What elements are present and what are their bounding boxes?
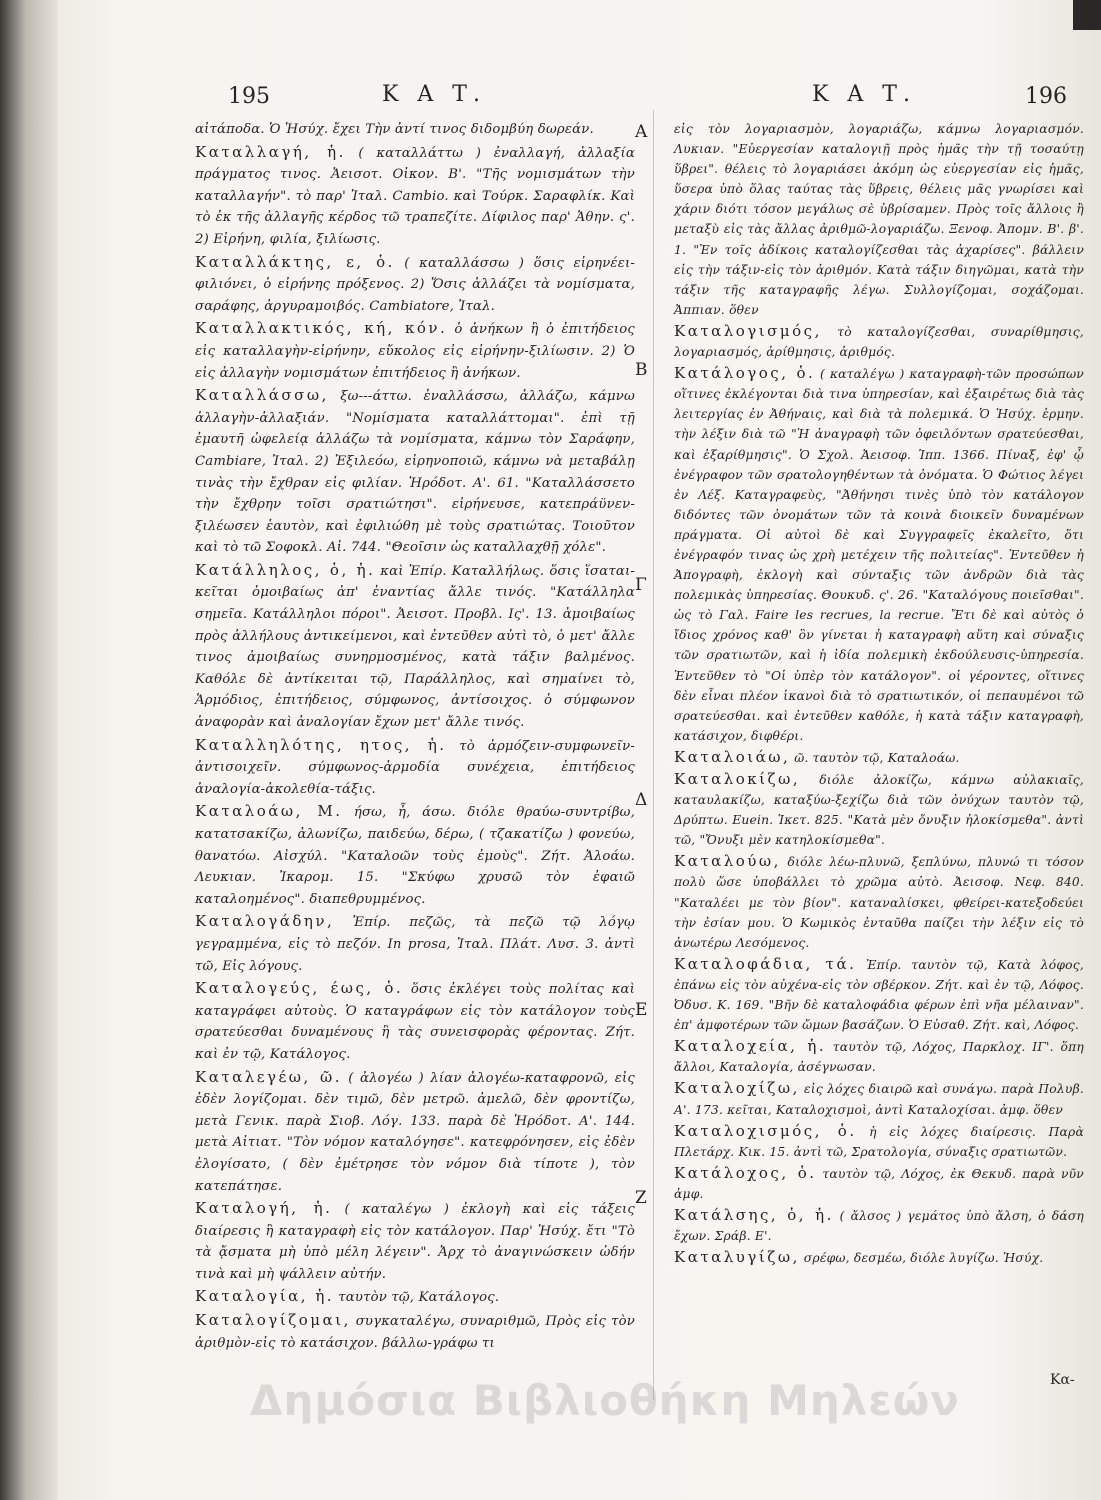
entry-headword: Καταλεγέω, ῶ. (195, 1067, 343, 1086)
entry-headword: Κατάλογος, ὁ. (674, 364, 816, 383)
margin-letter: Α (635, 122, 648, 142)
entry-headword: Καταλοχισμός, ὁ. (674, 1121, 857, 1140)
dictionary-entry (195, 735, 635, 801)
entry-definition: τὸ ἁρμόζειν-συμφωνεῖν-ἀντισοιχεῖν. σύμφωνος-ἁρμοδία συνέχεια, ἐπιτήδειος ἀναλογία-ἀκολεθία-τάξις. (195, 738, 635, 797)
catchword: Κα- (1050, 1372, 1075, 1388)
entry-definition: σρέφω, δεσμέω, διόλε λυγίζω. Ἡσύχ. (803, 1251, 1044, 1266)
right-page-number: 196 (1025, 84, 1067, 109)
margin-letter: Γ (635, 575, 647, 595)
entry-definition: Ἐπίρ. πεζῶς, τὰ πεζῶ τῷ λόγῳ γεγραμμένα, εἰς τὸ πεζόν. In prosa, Ἰταλ. Πλάτ. Λυσ. 3. ἀντὶ τῶ, Εἰς λόγους. (195, 915, 635, 974)
entry-headword: Καταλλαγή, ἡ. (195, 142, 346, 161)
entry-headword: Καταλογάδην, (195, 912, 335, 931)
left-column (195, 118, 635, 1355)
entry-headword: Καταλοκίζω, (674, 770, 801, 788)
margin-letter: Β (635, 360, 648, 380)
scan-corner (1073, 0, 1101, 30)
entry-definition: ταυτὸν τῷ, Λόχος, ἐκ Θεκυδ. παρὰ νῦν ἀμφ. (674, 1166, 1084, 1201)
library-watermark: Δημόσια Βιβλιοθήκη Μηλεών (250, 1376, 960, 1425)
entry-definition: ταυτὸν τῷ, Κατάλογος. (338, 1290, 500, 1306)
entry-headword: Καταλλακτικός, κή, κόν. (195, 319, 448, 338)
dictionary-entry (674, 118, 1084, 320)
entry-definition: συγκαταλέγω, συναριθμῶ, Πρὸς εἰς τὸν ἀριθμὸν-εἰς τὸ κατάσιχον. βάλλω-γράφω τι (195, 1314, 635, 1351)
entry-headword: Καταλλάκτης, ε, ὁ. (195, 252, 395, 271)
entry-definition: ἡ εἰς λόχες διαίρεσις. Παρὰ Πλετάρχ. Κικ. 15. ἀντὶ τῶ, Σρατολογία, σύναξις σρατιωτῶν. (674, 1124, 1084, 1159)
margin-letter: Ζ (635, 1188, 647, 1208)
entry-headword: Καταλογεύς, έως, ὁ. (195, 979, 404, 998)
entry-definition: ὁ ἀνήκων ἢ ὁ ἐπιτήδειος εἰς καταλλαγὴν-εἰρήνην, εὔκολος εἰς εἰρήνην-ξιλίωσιν. 2) Ὁ εἰς ἀλλαγὴν νομισμάτων ἐπιτήδειος ἢ ἀνήκων. (195, 322, 635, 381)
entry-headword: Κατάλληλος, ὁ, ἡ. (195, 560, 376, 579)
dictionary-entry (195, 1067, 635, 1198)
dictionary-entry (195, 252, 635, 318)
entry-definition: ( καταλλάσσω ) ὅσις εἰρηνέει-φιλιόνει, ὁ εἰρήνης πρόξενος. 2) Ὅσις ἀλλάζει τὰ νομίσματα, σαράφης, ἀργυραμοιβός. Cambiatore, Ἰταλ. (195, 255, 636, 314)
entry-definition: ῶ. ταυτὸν τῷ, Καταλοάω. (794, 750, 960, 765)
entry-headword: Καταλλάσσω, (195, 386, 329, 405)
dictionary-entry (674, 1205, 1084, 1246)
entry-definition: ( καταλέγω ) ἐκλογὴ καὶ εἰς τάξεις διαίρεσις ἢ καταγραφὴ εἰς τὸν κατάλογον. Παρ' Ἡσύχ. ἔτι "Τὸ τὰ ᾄσματα μὴ ὑπὸ μέλη λέγειν". Ἀρχ τὸ ἀναγινώσκειν ὠδήν τινὰ καὶ μὴ ψάλλειν αὐτήν. (195, 1202, 636, 1282)
dictionary-entry (195, 385, 635, 559)
entry-headword: Καταλοιάω, (674, 747, 791, 766)
entry-headword: Κατάλσης, ὁ, ἡ. (674, 1205, 834, 1224)
entry-definition: διόλε ἀλοκίζω, κάμνω αὐλακιαῖς, καταυλακίζω, καταξύω-ξεχίζω διὰ τῶν ὀνύχων ταυτὸν τῷ, Δρύπτω. Euein. Ἱκετ. 825. "Κατὰ μὲν ὄνυξιν ἠλοκίσμεθα". ἀντὶ τῶ, "Ὄνυξι μὲν κατηλοκίσμεθα". (674, 773, 1084, 848)
dictionary-entry (195, 978, 635, 1065)
left-running-head: Κ Α Τ. (382, 82, 486, 107)
right-running-head: Κ Α Τ. (812, 82, 916, 107)
entry-definition: ταυτὸν τῷ, Λόχος, Παρκλοχ. ΙΓ'. ὅπη ἄλλοι, Καταλογία, ἀσέγνωσαν. (674, 1040, 1084, 1075)
entry-headword: Καταλληλότης, ητος, ἡ. (195, 735, 447, 754)
margin-letter: Ε (635, 1000, 648, 1020)
dictionary-entry (195, 801, 635, 910)
entry-definition: αἰτάποδα. Ὁ Ἡσύχ. ἔχει Τὴν ἀντί τινος διδομβύη δωρεάν. (195, 122, 594, 137)
dictionary-entry (674, 1247, 1084, 1268)
entry-headword: Καταλοχίζω, (674, 1079, 800, 1098)
dictionary-entry (195, 318, 635, 384)
entry-definition: ( καταλέγω ) καταγραφὴ-τῶν προσώπων οἵτινες ἐκλέγονται διὰ τινα ὑπηρεσίαν, καὶ ἐξαιρέτως διὰ τὰς λειτεργίας ἐν Ἀθήναις, καὶ διὰ τὰ πολεμικά. Ὁ Ἡσύχ. ἑρμην. τὴν λέξιν διὰ τῶ "Ἡ ἀναγραφὴ τῶν ὀφειλόντων σρατεύεσθαι, καὶ ἐξαρίθμησις". Ὁ Σχολ. Ἀεισοφ. Ἱππ. 1366. Πίναξ, ἐφ' ᾧ ἐνέγραφον τῶν σρατολογηθέντων τὰ ὀνόματα. Ὁ Φώτιος λέγει ἐν Λέξ. Καταγραφεὺς, "Ἀθήνησι τινὲς ὑπὸ τὸν κατάλογον διδόντες τῶν ὀνομάτων τῶν τὰ κοινὰ διοικεῖν δυναμένων πράγματα. Οἱ αὐτοὶ δὲ καὶ Συγγραφεῖς ἐκαλεῖτο, ὅτι ἐνέγραφόν τινας ὡς χρὴ μετέχειν τῆς πολιτείας". Ἐντεῦθεν ἡ Ἀπογραφὴ, ἐκλογὴ καὶ σύνταξις τῶν ἀνδρῶν διὰ τὰς πολεμικὰς ὑπηρεσίας. Θουκυδ. ς'. 26. "Καταλόγους ποιεῖσθαι". ὡς τὸ Γαλ. Faire les recrues, la recrue. Ἔτι δὲ καὶ αὐτὸς ὁ ἴδιος χρόνος καθ' ὃν γίνεται ἡ καταγραφὴ αὕτη καὶ σύναξις τῶν σρατιωτῶν, καὶ ἡ ἰδία πολεμικὴ ἐκδούλευσις-ὑπηρεσία. Ἐντεῦθεν τὸ "Οἱ ὑπὲρ τὸν κατάλογον". οἱ γέροντες, οἵτινες δὲν εἶναι πλέον ἱκανοὶ διὰ τὸ σρατιωτικόν, οἱ πεπαυμένοι τῶ σρατεύεσθαι. καὶ ἐντεῦθεν καθόλε, ἡ κατὰ τάξιν καταγραφὴ, κατάσιχον, διφθέρι. (674, 367, 1084, 743)
entry-headword: Καταλοφάδια, τά. (674, 954, 857, 973)
entry-definition: ( ἄλσος ) γεμάτος ὑπὸ ἄλση, ὁ δάση ἔχων. Σράβ. Ε'. (674, 1208, 1084, 1244)
entry-definition: ξω---άττω. ἐναλλάσσω, ἀλλάζω, κάμνω ἀλλαγὴν-ἀλλαξιάν. "Νομίσματα καταλλάττομαι". ἐπὶ τῇ ἐμαυτῆ ὠφελείᾳ ἀλλάζω τὰ νομίσματα, κάμνω τὸν Σαράφην, Cambiare, Ἰταλ. 2) Ἐξιλεόω, εἰρηνοποιῶ, κάμνω νὰ μεταβάλῃ τινὰς τὴν ἔχθραν εἰς φιλίαν. Ἡρόδοτ. Α'. 61. "Καταλλάσσετο τὴν ἔχθρην τοῖσι σρατιώτησι". εἰρήνευσε, κατεπράϋνεν-ξιλέωσεν ἑαυτὸν, καὶ ἐφιλιώθη μὲ τοὺς σρατιώτας. Τοιοῦτον καὶ τὸ τῶ Σοφοκλ. Αἰ. 744. "Θεοῖσιν ὡς καταλλαχθῇ χόλε". (195, 389, 635, 556)
book-spine-shadow (0, 0, 58, 1500)
dictionary-entry (674, 321, 1084, 362)
margin-section-letters (627, 110, 667, 1410)
dictionary-entry (674, 1036, 1084, 1077)
entry-headword: Καταλογίζομαι, (195, 1311, 351, 1330)
right-column (674, 118, 1084, 1269)
entry-definition: εἰς λόχες διαιρῶ καὶ συνάγω. παρὰ Πολυβ. Α'. 173. κεῖται, Καταλοχισμοὶ, ἀντὶ Καταλοχίσαι. ἀμφ. ὅθεν (674, 1082, 1084, 1117)
dictionary-entry (195, 1198, 635, 1285)
entry-headword: Καταλούω, (674, 852, 781, 871)
dictionary-entry (195, 1310, 635, 1354)
entry-headword: Καταλοχεία, ἡ. (674, 1037, 827, 1056)
entry-headword: Καταλογή, ἡ. (195, 1199, 333, 1218)
entry-headword: Καταλογισμός, (674, 321, 822, 340)
entry-definition: εἰς τὸν λογαριασμὸν, λογαριάζω, κάμνω λογαριασμόν. Λυκιαν. "Εὐεργεσίαν καταλογιῇ πρὸς ἡμᾶς τὴν τῇ τοσαύτῃ ὕβρει". θέλεις τὸ λογαριάσει ἀκόμη ὡς εὐεργεσίαν εἰς ἡμᾶς, ὕσερα ὑπὸ ὅλας ταύτας τὰς ὕβρεις, θέλεις μᾶς γνωρίσει καὶ χάριν διότι τόσον μεγάλως σὲ ὑβρίσαμεν. Πρὸς τοῖς ἄλλοις ἢ μεταξὺ εἰς τὰς ἄλλας ἀριθμῶ-λογαριάζω. Ξενοφ. Ἀπομν. Β'. β'. 1. "Ἐν τοῖς ἀδίκοις καταλογίζεσθαι τὰς ἀχαρίσες". βάλλειν εἰς τὴν τάξιν-εἰς τὸν ἀριθμόν. Κατὰ τάξιν διηγῶμαι, κατὰ τὴν τάξιν τῆς καταγραφῆς λέγω. Συλλογίζομαι, σοχάζομαι. Ἀππιαν. ὅθεν (674, 122, 1084, 317)
dictionary-entry (674, 851, 1084, 952)
entry-headword: Καταλυγίζω, (674, 1248, 800, 1267)
dictionary-entry (674, 363, 1084, 746)
dictionary-entry (674, 747, 1084, 768)
dictionary-entry (674, 954, 1084, 1035)
dictionary-entry (195, 142, 635, 251)
dictionary-entry (195, 560, 635, 734)
entry-definition: ( καταλλάττω ) ἐναλλαγή, ἀλλαξία πράγματος τινος. Ἀεισοτ. Οἰκον. Β'. "Τῆς νομισμάτων τὴν καταλλαγήν". τὸ παρ' Ἰταλ. Cambio. καὶ Τούρκ. Σαραφλίκ. Καὶ τὸ ἐκ τῆς ἀλλαγῆς κέρδος τῶ τραπεζίτε. Δίφιλος παρ' Ἀθην. ς'. 2) Εἰρήνη, φιλία, ξιλίωσις. (195, 145, 635, 247)
entry-definition: ήσω, ἦ, άσω. διόλε θραύω-συντρίβω, κατατσακίζω, ἀλωνίζω, παιδεύω, δέρω, ( τζακατίζω ) φονεύω, θανατόω. Αἰσχύλ. "Καταλοῶν τοὺς ἐμοὺς". Ζήτ. Ἀλοάω. Λευκιαν. Ἰκαρομ. 15. "Σκύφω χρυσῶ τὸν ἐφαιῶ καταλοημένος". διαπεθρυμμένος. (195, 805, 635, 907)
entry-definition: ὅσις ἐκλέγει τοὺς πολίτας καὶ καταγράφει αὐτοὺς. Ὁ καταγράφων εἰς τὸν κατάλογον τοὺς σρατεύεσθαι δυναμένους ἢ τὰς συνεισφορὰς φέροντας. Ζήτ. καὶ ἐν τῷ, Κατάλογος. (195, 982, 635, 1062)
entry-definition: τὸ καταλογίζεσθαι, συναρίθμησις, λογαριασμός, ἀρίθμησις, ἀριθμός. (674, 324, 1084, 360)
entry-headword: Καταλοάω, Μ. (195, 802, 343, 821)
dictionary-entry (195, 118, 635, 141)
left-page-number: 195 (228, 84, 270, 109)
entry-definition: ( ἀλογέω ) λίαν ἀλογέω-καταφρονῶ, εἰς ἐδὲν λογίζομαι. δὲν τιμῶ, δὲν μετρῶ. ἀμελῶ, δὲν φροντίζω, μετὰ Γενικ. παρὰ Σιοβ. Λόγ. 133. παρὰ δὲ Ἡρόδοτ. Α'. 144. μετὰ Αἰτιατ. "Τὸν νόμον καταλόγησε". κατεφρόνησεν, εἰς ἐδὲν ἐλογίσατο, ( δὲν ἐμέτρησε τὸν νόμον διὰ τίποτε ), τὸν κατεπάτησε. (195, 1070, 635, 1194)
dictionary-entry (195, 911, 635, 977)
dictionary-entry (674, 1163, 1084, 1204)
entry-headword: Κατάλοχος, ὁ. (674, 1163, 817, 1182)
dictionary-entry (674, 1121, 1084, 1162)
entry-definition: καὶ Ἐπίρ. Καταλλήλως. ὅσις ἵσαται-κεῖται ὁμοιβαίως ἀπ' ἐναντίας ἄλλε τινός. "Κατάλληλα σημεῖα. Κατάλληλοι πόροι". Ἀεισοτ. Προβλ. Ις'. 13. ἀμοιβαίως πρὸς ἀλλήλους ἀντικείμενοι, καὶ ἐντεῦθεν αὐτὶ τὸ, ὁ μετ' ἄλλε τινος ἀμοιβαίως συνηρμοσμένος, κατὰ τάξιν βαλμένος. Καθόλε δὲ ἀντίκειται τῷ, Παράλληλος, καὶ σημαίνει τὸ, Ἁρμόδιος, ἐπιτήδειος, σύμφωνος, ἀντίσοιχος. ὁ σύμφωνον ἀναφορὰν καὶ ἀναλογίαν ἔχων μετ' ἄλλε τινός. (195, 563, 635, 731)
entry-headword: Καταλογία, ἡ. (195, 1287, 335, 1306)
dictionary-entry (674, 769, 1084, 850)
dictionary-entry (195, 1286, 635, 1309)
entry-definition: Ἐπίρ. ταυτὸν τῷ, Κατὰ λόφος, ἐπάνω εἰς τὸν αὐχένα-εἰς τὸν σβέρκον. Ζήτ. καὶ ἐν τῷ, Λόφος. Ὀδυσ. Κ. 169. "Βῆν δὲ καταλοφάδια φέρων ἐπὶ νῆα μέλαιναν". ἐπ' ἀμφοτέρων τῶν ὤμων βασάζων. Ὁ Εὐσαθ. Ζήτ. καὶ, Λόφος. (674, 957, 1084, 1033)
dictionary-entry (674, 1078, 1084, 1119)
margin-letter: Δ (635, 790, 648, 810)
entry-definition: διόλε λέω-πλυνῶ, ξεπλύνω, πλυνώ τι τόσον πολὺ ὥσε ὑποβάλλει τὸ χρῶμα αὐτὸ. Ἀεισοφ. Νεφ. 840. "Καταλέει με τὸν βίον". καταναλίσκει, φθείρει-κατεξοδεύει τὴν ἐσίαν μου. Ὁ Κωμικὸς ἐνταῦθα παίζει τὴν λέξιν εἰς τὸ ἀνωτέρω Λεσόμενος. (674, 855, 1084, 950)
